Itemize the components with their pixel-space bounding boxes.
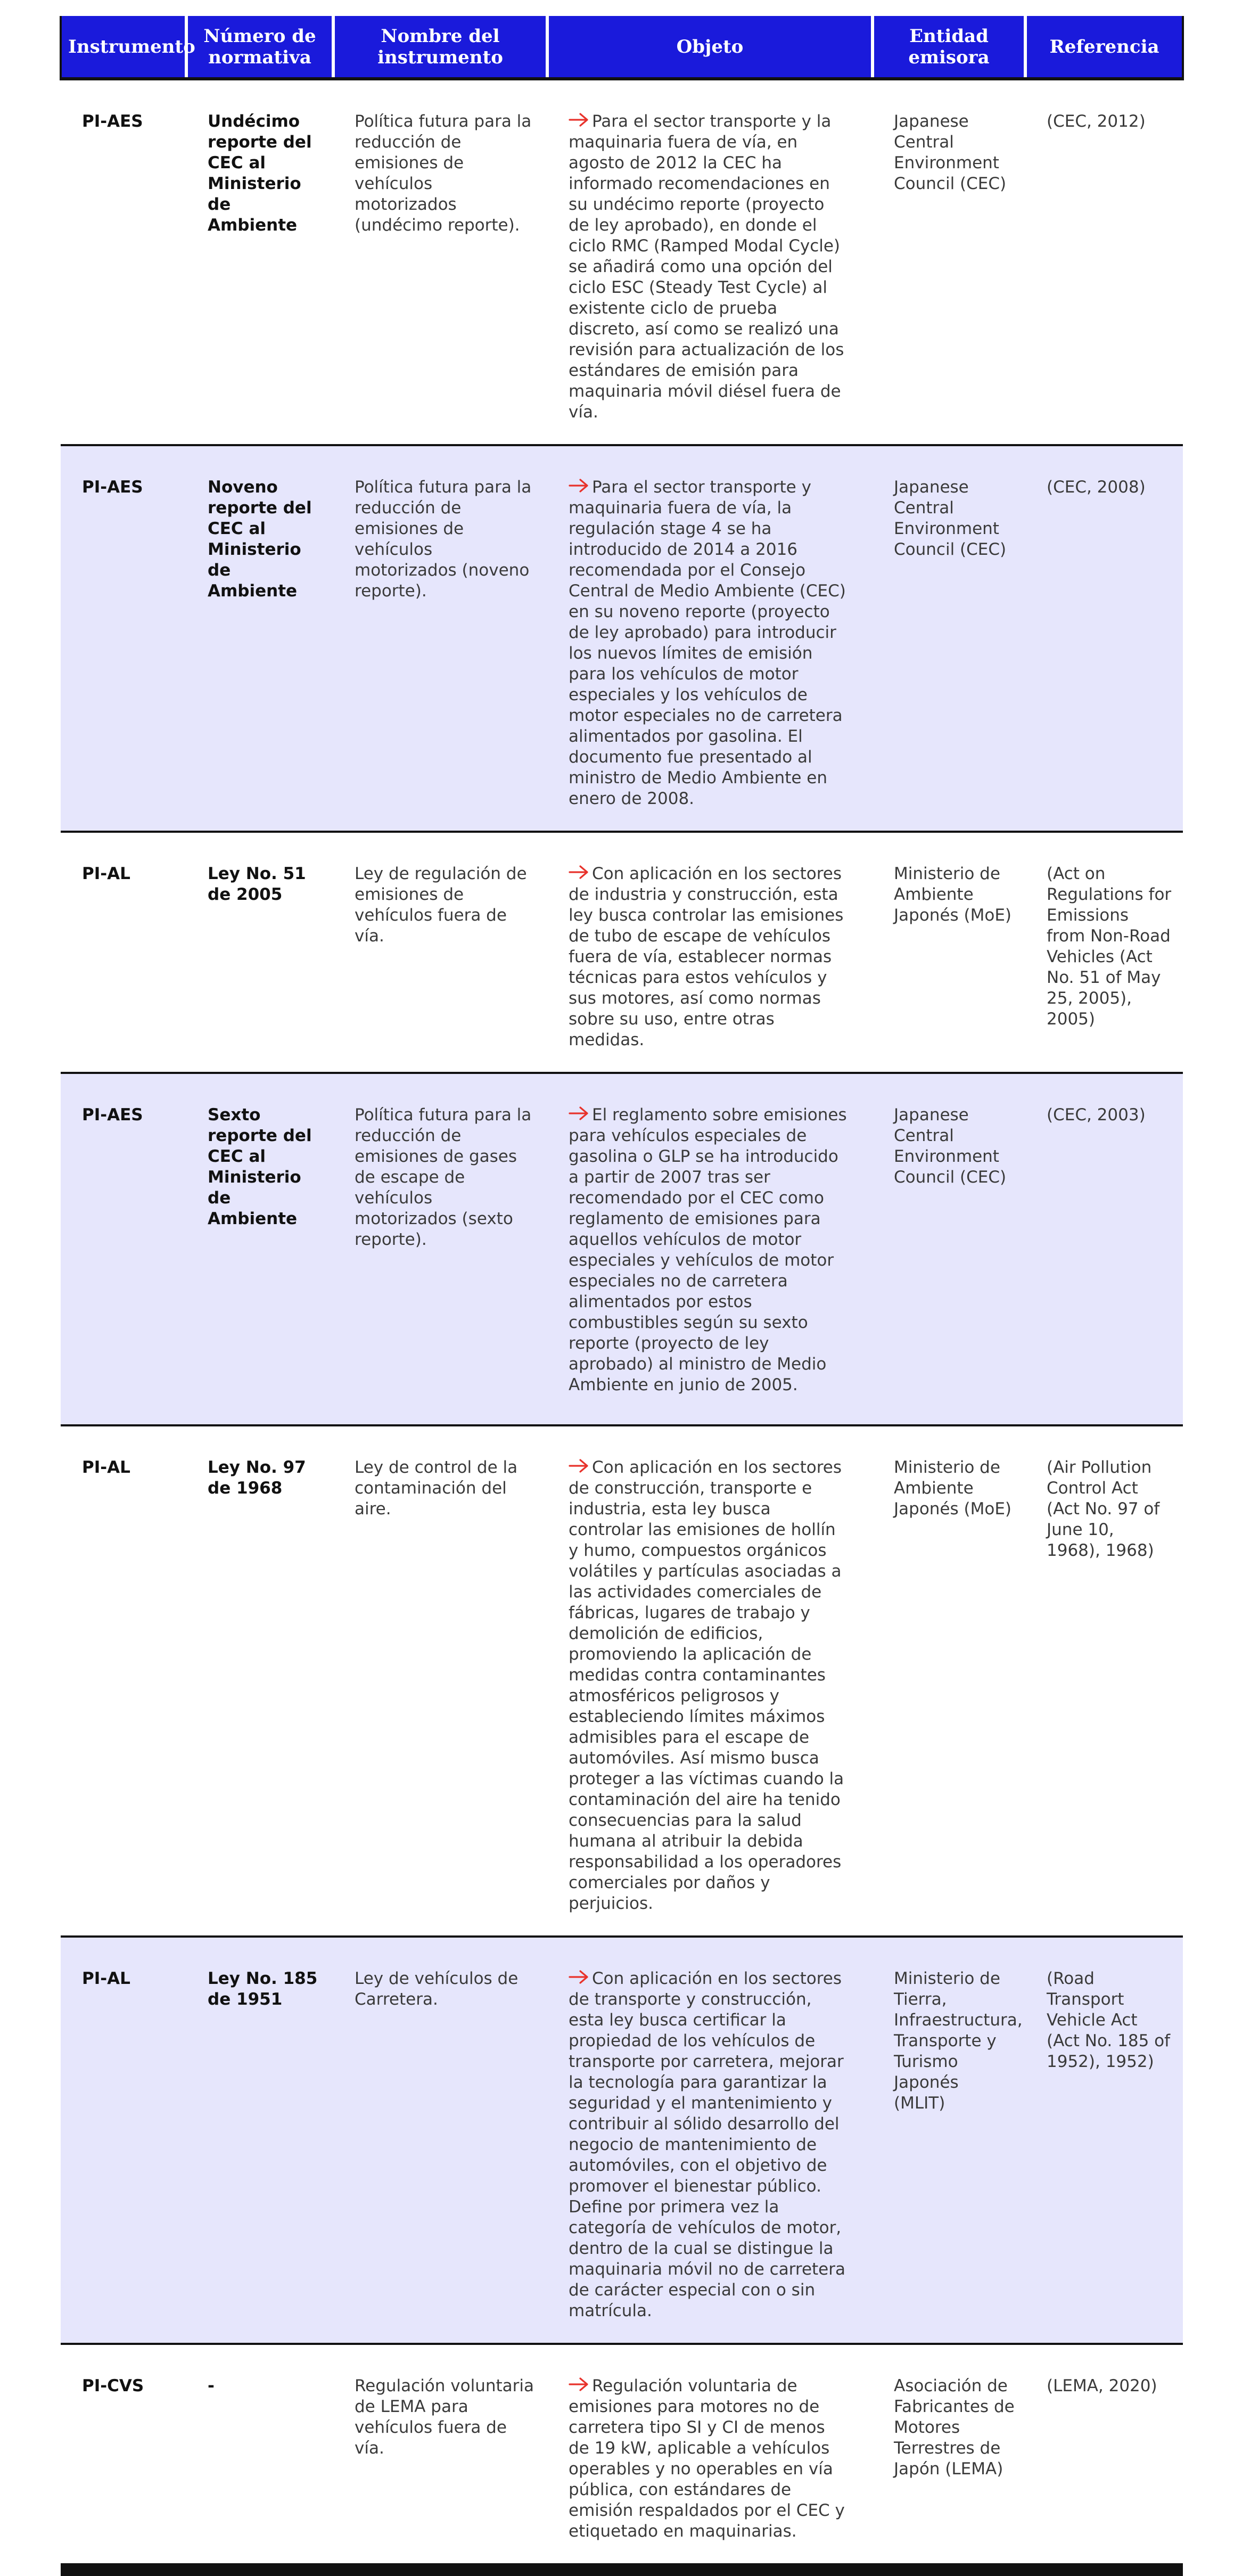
cell-entidad-text: Ministerio de Ambiente Japonés (MoE) [894, 1458, 1011, 1519]
cell-entidad-text: Asociación de Fabricantes de Motores Terrestres de Japón (LEMA) [894, 2376, 1015, 2479]
cell-numero [186, 1073, 333, 1425]
cell-objeto [547, 2344, 873, 2570]
cell-numero-text: Undécimo reporte del CEC al Ministerio de Ambiente [208, 112, 312, 235]
cell-entidad [873, 1425, 1025, 1937]
header-numero: Número de normativa [186, 16, 333, 79]
arrow-right-icon [569, 113, 589, 127]
cell-referencia-text: (Act on Regulations for Emissions from Non-Road Vehicles (Act No. 51 of May 25, 2005), 2005) [1047, 864, 1172, 1029]
cell-referencia [1025, 1937, 1183, 2344]
cell-numero-text: Ley No. 97 de 1968 [208, 1458, 306, 1498]
cell-nombre [333, 1937, 547, 2344]
cell-nombre-text: Política futura para la reducción de emisiones de vehículos motorizados (undécimo reporte). [355, 112, 532, 235]
cell-numero [186, 79, 333, 445]
cell-nombre [333, 79, 547, 445]
cell-nombre-text: Ley de regulación de emisiones de vehículos fuera de vía. [355, 864, 527, 946]
arrow-right-icon [569, 479, 589, 493]
cell-nombre [333, 2344, 547, 2570]
cell-instrumento [61, 1073, 186, 1425]
cell-objeto-text: Con aplicación en los sectores de industria y construcción, esta ley busca controlar las emisiones de tubo de escape de vehículos fuera de vía, establecer normas técnicas para estos vehículos y sus motores, así como normas sobre su uso, entre otras medidas. [569, 864, 844, 1049]
cell-objeto [547, 1425, 873, 1937]
cell-numero-text: Ley No. 185 de 1951 [208, 1969, 318, 2009]
cell-numero-text: Noveno reporte del CEC al Ministerio de Ambiente [208, 478, 312, 601]
cell-referencia [1025, 445, 1183, 832]
cell-objeto [547, 445, 873, 832]
cell-numero-text: - [208, 2376, 215, 2395]
cell-instrumento [61, 2344, 186, 2570]
cell-objeto-text: El reglamento sobre emisiones para vehículos especiales de gasolina o GLP se ha introducido a partir de 2007 tras ser recomendado por el CEC como reglamento de emisiones para aquellos vehículos de motor especiales y vehículos de motor especiales no de carretera alimentados por estos combustibles según su sexto reporte (proyecto de ley aprobado) al ministro de Medio Ambiente en junio de 2005. [569, 1105, 847, 1394]
cell-entidad-text: Ministerio de Ambiente Japonés (MoE) [894, 864, 1011, 925]
cell-nombre [333, 1073, 547, 1425]
cell-instrumento-text: PI-AL [82, 1458, 130, 1477]
arrow-right-icon [569, 1459, 589, 1473]
cell-objeto-text: Regulación voluntaria de emisiones para motores no de carretera tipo SI y CI de menos de 19 kW, aplicable a vehículos operables y no operables en vía pública, con estándares de emisión respaldados por el CEC y etiquetado en maquinarias. [569, 2376, 845, 2541]
cell-entidad [873, 2344, 1025, 2570]
cell-nombre [333, 832, 547, 1073]
cell-referencia [1025, 1073, 1183, 1425]
cell-objeto-text: Con aplicación en los sectores de construcción, transporte e industria, esta ley busca controlar las emisiones de hollín y humo, compuestos orgánicos volátiles y partículas asociadas a las actividades comerciales de fábricas, lugares de trabajo y demolición de edificios, promoviendo la aplicación de medidas contra contaminantes atmosféricos peligrosos y estableciendo límites máximos admisibles para el escape de automóviles. Así mismo busca proteger a las víctimas cuando la contaminación del aire ha tenido consecuencias para la salud humana al atribuir la debida responsabilidad a los operadores comerciales por daños y perjuicios. [569, 1458, 844, 1913]
cell-nombre [333, 1425, 547, 1937]
cell-referencia-text: (LEMA, 2020) [1047, 2376, 1157, 2395]
cell-numero [186, 1937, 333, 2344]
cell-referencia-text: (CEC, 2008) [1047, 478, 1146, 497]
cell-referencia [1025, 2344, 1183, 2570]
arrow-right-icon [569, 2377, 589, 2391]
header-entidad: Entidad emisora [873, 16, 1025, 79]
cell-instrumento [61, 445, 186, 832]
cell-objeto-text: Con aplicación en los sectores de transporte y construcción, esta ley busca certificar la propiedad de los vehículos de transporte por carretera, mejorar la tecnología para garantizar la seguridad y el mantenimiento y contribuir al sólido desarrollo del negocio de mantenimiento de automóviles, con el objetivo de promover el bienestar público. Define por primera vez la categoría de vehículos de motor, dentro de la cual se distingue la maquinaria móvil no de carretera de carácter especial con o sin matrícula. [569, 1969, 845, 2320]
cell-referencia [1025, 1425, 1183, 1937]
cell-numero [186, 445, 333, 832]
cell-instrumento [61, 1937, 186, 2344]
cell-nombre-text: Política futura para la reducción de emisiones de vehículos motorizados (noveno reporte). [355, 478, 532, 601]
cell-referencia-text: (CEC, 2003) [1047, 1105, 1146, 1125]
cell-instrumento-text: PI-CVS [82, 2376, 144, 2395]
header-referencia: Referencia [1025, 16, 1183, 79]
table-row [61, 2344, 1183, 2570]
cell-entidad-text: Japanese Central Environment Council (CEC) [894, 1105, 1007, 1187]
cell-instrumento [61, 832, 186, 1073]
table-row [61, 445, 1183, 832]
cell-nombre-text: Ley de vehículos de Carretera. [355, 1969, 519, 2009]
cell-referencia-text: (Road Transport Vehicle Act (Act No. 185 of 1952), 1952) [1047, 1969, 1171, 2071]
cell-objeto-text: Para el sector transporte y la maquinaria fuera de vía, en agosto de 2012 la CEC ha informado recomendaciones en su undécimo reporte (proyecto de ley aprobado), en donde el ciclo RMC (Ramped Modal Cycle) se añadirá como una opción del ciclo ESC (Steady Test Cycle) al existente ciclo de prueba discreto, así como se realizó una revisión para actualización de los estándares de emisión para maquinaria móvil diésel fuera de vía. [569, 112, 844, 422]
header-instrumento: Instrumento [61, 16, 186, 79]
cell-referencia [1025, 832, 1183, 1073]
cell-nombre-text: Regulación voluntaria de LEMA para vehículos fuera de vía. [355, 2376, 534, 2458]
cell-nombre-text: Ley de control de la contaminación del aire. [355, 1458, 518, 1519]
arrow-right-icon [569, 865, 589, 879]
table-row [61, 1425, 1183, 1937]
cell-instrumento-text: PI-AES [82, 478, 143, 497]
cell-instrumento-text: PI-AL [82, 1969, 130, 1988]
cell-referencia [1025, 79, 1183, 445]
cell-entidad-text: Ministerio de Tierra, Infraestructura, Transporte y Turismo Japonés (MLIT) [894, 1969, 1023, 2113]
cell-instrumento-text: PI-AL [82, 864, 130, 883]
header-nombre: Nombre del instrumento [333, 16, 547, 79]
cell-entidad-text: Japanese Central Environment Council (CEC) [894, 478, 1007, 559]
cell-entidad [873, 79, 1025, 445]
cell-instrumento-text: PI-AES [82, 1105, 143, 1125]
table-row [61, 1073, 1183, 1425]
cell-referencia-text: (CEC, 2012) [1047, 112, 1146, 131]
arrow-right-icon [569, 1106, 589, 1120]
table-row [61, 832, 1183, 1073]
arrow-right-icon [569, 1970, 589, 1984]
table-row [61, 79, 1183, 445]
cell-entidad [873, 445, 1025, 832]
header-objeto: Objeto [547, 16, 873, 79]
cell-objeto [547, 1937, 873, 2344]
cell-nombre-text: Política futura para la reducción de emisiones de gases de escape de vehículos motorizados (sexto reporte). [355, 1105, 532, 1249]
cell-instrumento [61, 1425, 186, 1937]
cell-entidad-text: Japanese Central Environment Council (CEC) [894, 112, 1007, 193]
table-body [61, 79, 1183, 2570]
cell-instrumento-text: PI-AES [82, 112, 143, 131]
table-header-row [61, 16, 1183, 79]
regulations-table [60, 16, 1184, 2576]
cell-objeto-text: Para el sector transporte y maquinaria fuera de vía, la regulación stage 4 se ha introducido de 2014 a 2016 recomendada por el Consejo Central de Medio Ambiente (CEC) en su noveno reporte (proyecto de ley aprobado) para introducir los nuevos límites de emisión para los vehículos de motor especiales y los vehículos de motor especiales no de carretera alimentados por gasolina. El documento fue presentado al ministro de Medio Ambiente en enero de 2008. [569, 478, 846, 808]
cell-entidad [873, 1073, 1025, 1425]
cell-nombre [333, 445, 547, 832]
cell-entidad [873, 1937, 1025, 2344]
table-row [61, 1937, 1183, 2344]
cell-objeto [547, 832, 873, 1073]
cell-entidad [873, 832, 1025, 1073]
cell-numero [186, 2344, 333, 2570]
cell-instrumento [61, 79, 186, 445]
cell-objeto [547, 1073, 873, 1425]
cell-numero [186, 1425, 333, 1937]
cell-numero-text: Sexto reporte del CEC al Ministerio de Ambiente [208, 1105, 312, 1228]
cell-numero-text: Ley No. 51 de 2005 [208, 864, 306, 904]
cell-referencia-text: (Air Pollution Control Act (Act No. 97 of June 10, 1968), 1968) [1047, 1458, 1160, 1560]
cell-numero [186, 832, 333, 1073]
cell-objeto [547, 79, 873, 445]
